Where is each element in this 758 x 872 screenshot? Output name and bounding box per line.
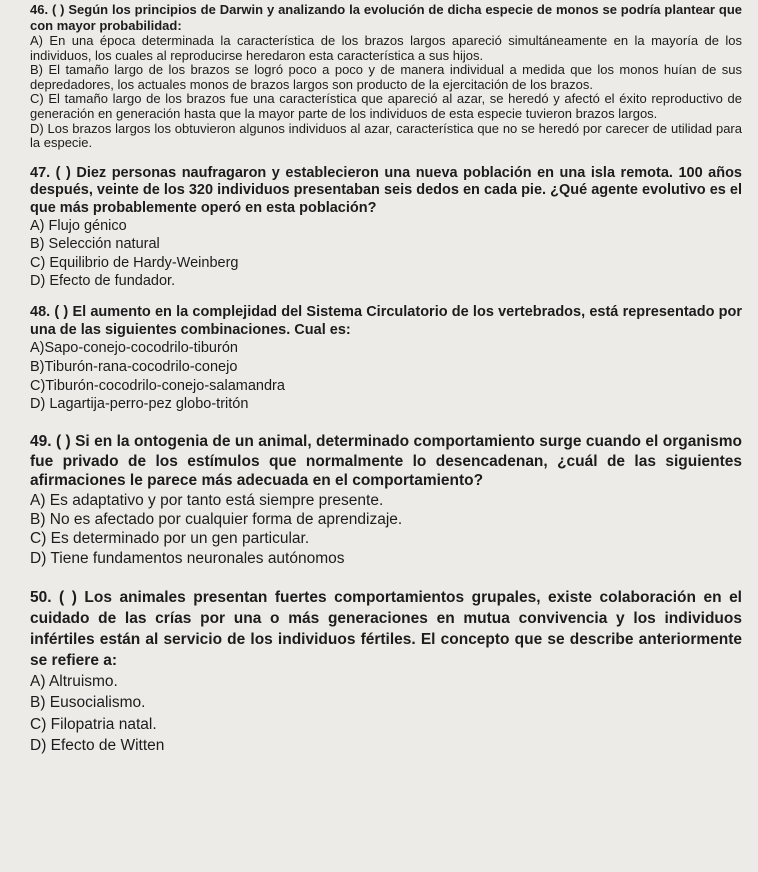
answer-option-b: B) No es afectado por cualquier forma de aprendizaje. [30, 511, 403, 529]
question-50 [30, 587, 742, 757]
answer-option-a: A) En una época determinada la característica de los brazos largos apareció simultáneamente en la mayoría de los individuos, los cuales al reproducirse heredaron esta característica a sus hijos. [30, 33, 742, 63]
answer-option-b: B) Eusocialismo. [30, 694, 146, 712]
question-stem: 49. ( ) Si en la ontogenia de un animal, determinado comportamiento surge cuando el organismo fue privado de los estímulos que normalmente lo desencadenan, ¿cuál de las siguientes afirmaciones le parece más adecuada en el comportamiento? [30, 433, 742, 490]
question-stem: 47. ( ) Diez personas naufragaron y establecieron una nueva población en una isla remota. 100 años después, veinte de los 320 individuos presentaban seis dedos en cada pie. ¿Qué agente evolutivo es el que más probablemente operó en esta población? [30, 164, 742, 216]
answer-option-c: C) Filopatria natal. [30, 715, 157, 733]
question-46 [30, 2, 742, 151]
answer-option-c: C) El tamaño largo de los brazos fue una característica que apareció al azar, se heredó y afectó el éxito reproductivo de generación en generación hasta que la mayor parte de los individuos de esta especie tuvieron brazos largos. [30, 91, 742, 121]
answer-option-b: B) Selección natural [30, 236, 160, 253]
answer-option-a: A) Altruismo. [30, 672, 118, 690]
answer-option-a: A) Flujo génico [30, 218, 127, 235]
answer-option-c: C) Es determinado por un gen particular. [30, 530, 310, 548]
question-stem: 50. ( ) Los animales presentan fuertes comportamientos grupales, existe colaboración en el cuidado de las crías por una o más generaciones en mutua convivencia y los individuos infértiles están al servicio de los individuos fértiles. El concepto que se describe anteriormente se refiere a: [30, 588, 742, 669]
question-47 [30, 165, 742, 290]
answer-option-d: D) Lagartija-perro-pez globo-tritón [30, 396, 249, 413]
question-stem: 48. ( ) El aumento en la complejidad del Sistema Circulatorio de los vertebrados, está representado por una de las siguientes combinaciones. Cual es: [30, 304, 742, 339]
answer-option-d: D) Tiene fundamentos neuronales autónomos [30, 549, 345, 567]
answer-option-d: D) Efecto de fundador. [30, 272, 176, 289]
answer-option-b: B) El tamaño largo de los brazos se logró poco a poco y de manera individual a medida que los monos huían de sus depredadores, los actuales monos de brazos largos son producto de la ejercitación de los brazos. [30, 62, 742, 92]
question-48 [30, 303, 742, 414]
question-49 [30, 432, 742, 568]
answer-option-b: B)Tiburón-rana-cocodrilo-conejo [30, 358, 238, 375]
answer-option-d: D) Efecto de Witten [30, 737, 165, 755]
answer-option-d: D) Los brazos largos los obtuvieron algunos individuos al azar, característica que no se heredó por carecer de utilidad para la especie. [30, 120, 742, 151]
answer-option-a: A) Es adaptativo y por tanto está siempre presente. [30, 492, 384, 510]
answer-option-a: A)Sapo-conejo-cocodrilo-tiburón [30, 340, 238, 357]
question-stem: 46. ( ) Según los principios de Darwin y analizando la evolución de dicha especie de monos se podría plantear que con mayor probabilidad: [30, 2, 742, 33]
answer-option-c: C) Equilibrio de Hardy-Weinberg [30, 254, 239, 271]
answer-option-c: C)Tiburón-cocodrilo-conejo-salamandra [30, 377, 285, 394]
